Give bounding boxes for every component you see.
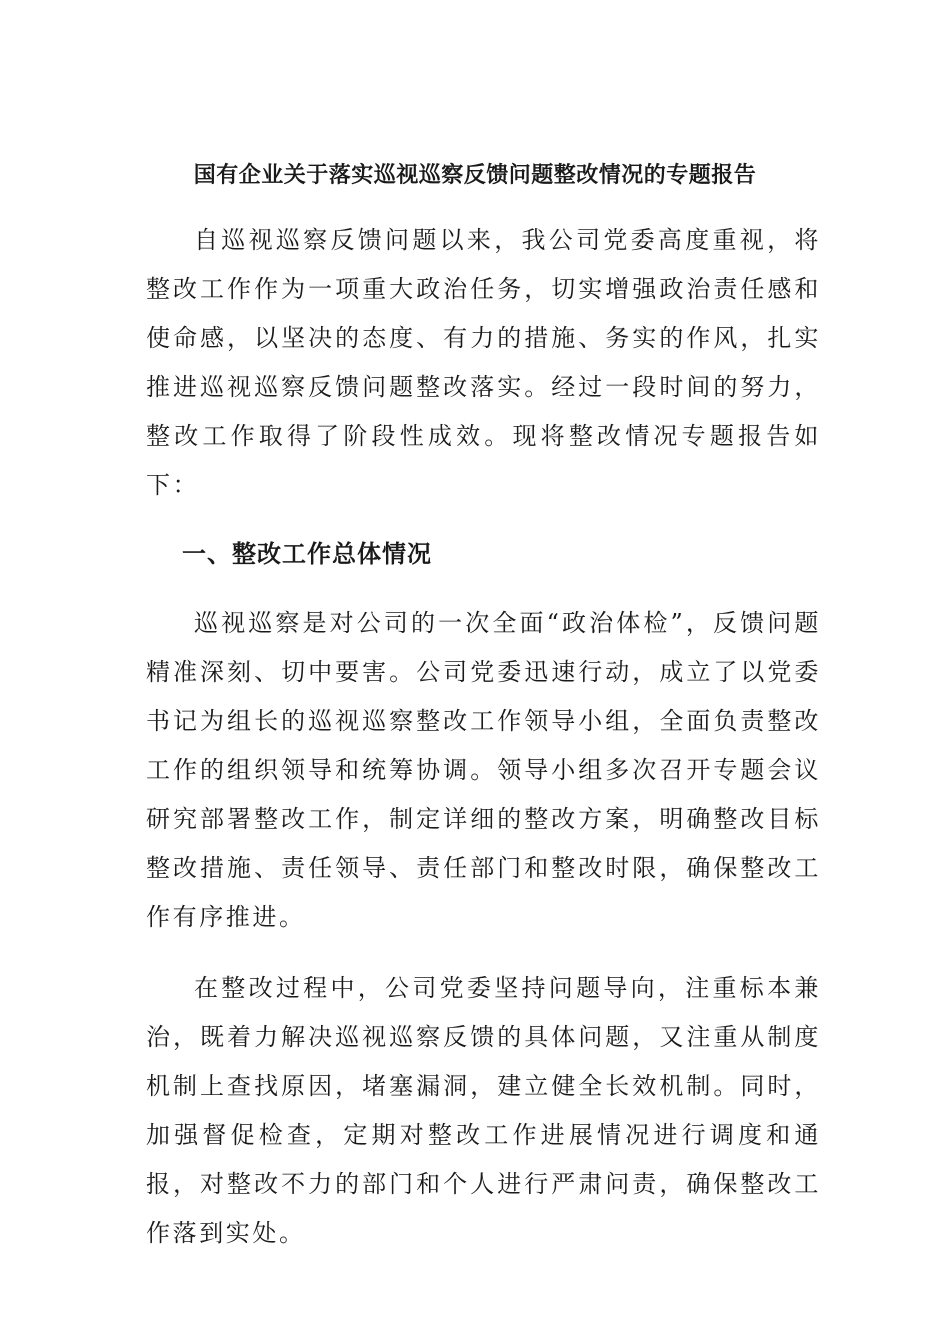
section-paragraph-1: 巡视巡察是对公司的一次全面“政治体检”，反馈问题精准深刻、切中要害。公司党委迅速行动，成立了以党委书记为组长的巡视巡察整改工作领导小组，全面负责整改工作的组织领导和统筹协调。领导小组多次召开专题会议研究部署整改工作，制定详细的整改方案，明确整改目标整改措施、责任领导、责任部门和整改时限，确保整改工作有序推进。 [146,609,821,931]
section-paragraph-2: 在整改过程中，公司党委坚持问题导向，注重标本兼治，既着力解决巡视巡察反馈的具体问题，又注重从制度机制上查找原因，堵塞漏洞，建立健全长效机制。同时，加强督促检查，定期对整改工作进展情况进行调度和通报，对整改不力的部门和个人进行严肃问责，确保整改工作落到实处。 [146,974,821,1247]
document-body [146,216,821,1258]
spacer [146,510,821,530]
spacer [146,579,821,599]
spacer [146,942,821,964]
section-heading: 一、整改工作总体情况 [182,540,432,568]
intro-paragraph: 自巡视巡察反馈问题以来，我公司党委高度重视，将整改工作作为一项重大政治任务，切实增强政治责任感和使命感，以坚决的态度、有力的措施、务实的作风，扎实推进巡视巡察反馈问题整改落实。经过一段时间的努力，整改工作取得了阶段性成效。现将整改情况专题报告如下： [146,226,821,499]
document-title: 国有企业关于落实巡视巡察反馈问题整改情况的专题报告 [193,163,757,188]
